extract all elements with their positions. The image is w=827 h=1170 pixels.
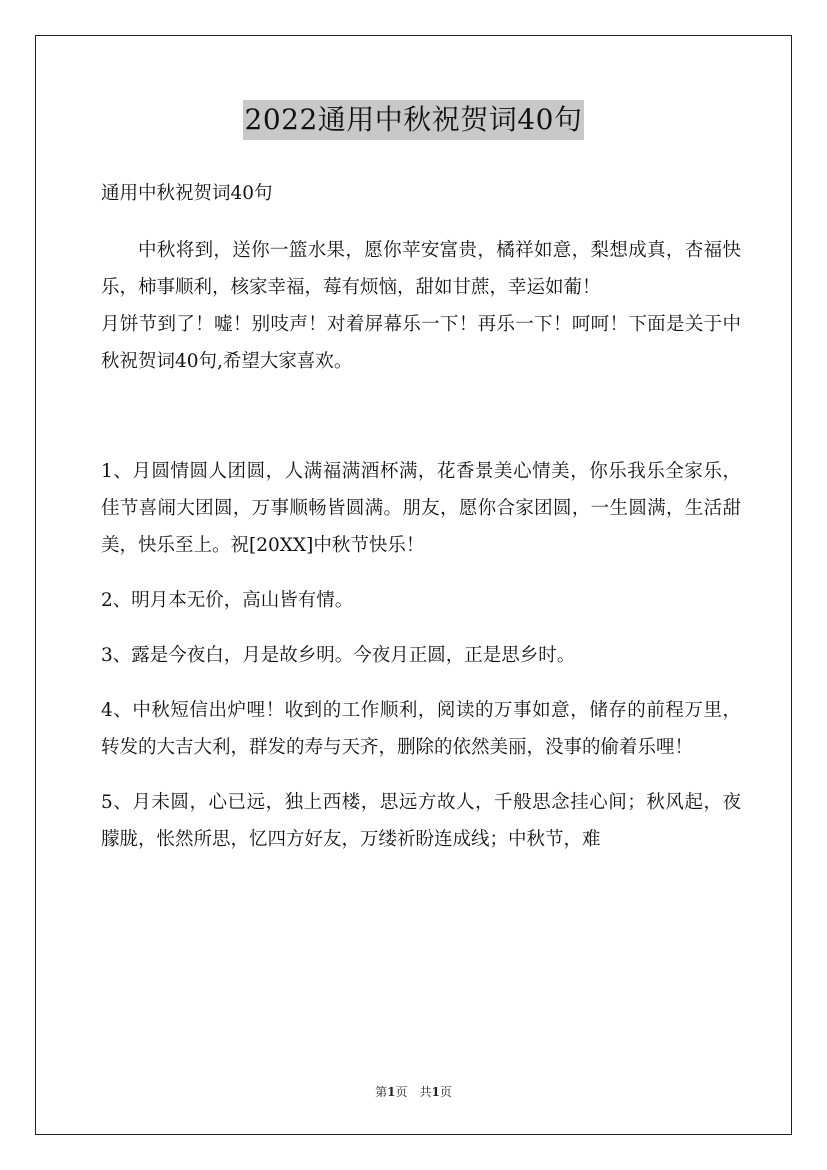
page-current: 1 <box>387 1085 396 1099</box>
page-footer <box>0 1083 827 1100</box>
list-item: 3、露是今夜白，月是故乡明。今夜月正圆，正是思乡时。 <box>101 645 576 666</box>
document-body <box>101 175 741 876</box>
document-title: 2022通用中秋祝贺词40句 <box>243 100 585 140</box>
title-container <box>0 100 827 140</box>
list-item: 5、月未圆，心已远，独上西楼，思远方故人，千般思念挂心间；秋风起，夜朦胧，怅然所思，忆四方好友，万缕祈盼连成线；中秋节，难 <box>101 792 741 850</box>
list-item: 2、明月本无价，高山皆有情。 <box>101 590 354 611</box>
intro-paragraph-1: 中秋将到，送你一篮水果，愿你苹安富贵，橘祥如意，梨想成真，杏福快乐，柿事顺利，核家幸福，莓有烦恼，甜如甘蔗，幸运如葡！ <box>101 240 741 298</box>
page-prefix: 第 <box>375 1085 388 1099</box>
paragraph-spacer <box>101 380 741 453</box>
list-item: 1、月圆情圆人团圆，人满福满酒杯满，花香景美心情美，你乐我乐全家乐，佳节喜闹大团圆，万事顺畅皆圆满。朋友，愿你合家团圆，一生圆满，生活甜美，快乐至上。祝[20XX]中秋节快乐！ <box>101 461 741 556</box>
page-suffix: 页 <box>439 1085 452 1099</box>
page-mid: 页 共 <box>395 1085 432 1099</box>
list-item: 4、中秋短信出炉哩！收到的工作顺利，阅读的万事如意，储存的前程万里，转发的大吉大利，群发的寿与天齐，删除的依然美丽，没事的偷着乐哩！ <box>101 700 741 758</box>
document-subtitle: 通用中秋祝贺词40句 <box>101 183 273 204</box>
page-total: 1 <box>431 1085 440 1099</box>
intro-paragraph-2: 月饼节到了！嘘！别吱声！对着屏幕乐一下！再乐一下！呵呵！下面是关于中秋祝贺词40句,希望大家喜欢。 <box>101 314 741 372</box>
